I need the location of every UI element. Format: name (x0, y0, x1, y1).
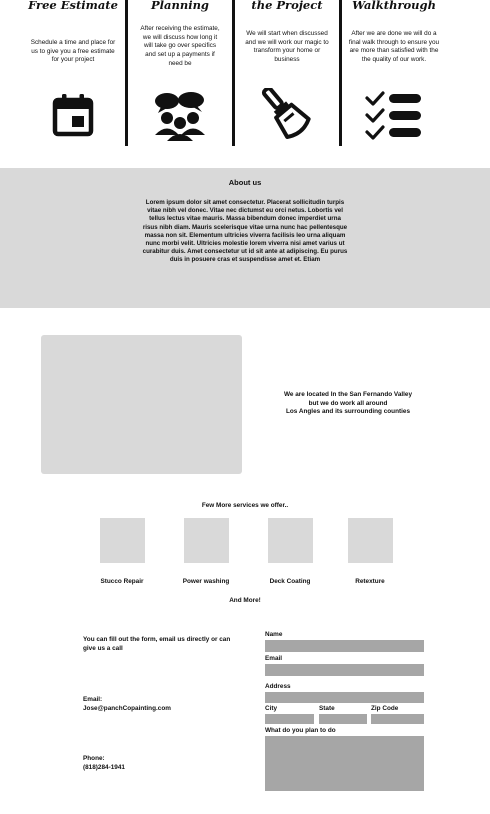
phone-value[interactable]: (818)284-1941 (83, 764, 125, 771)
step-the-project (236, 0, 338, 148)
city-field[interactable] (265, 714, 314, 724)
service-image-retexture (348, 518, 393, 563)
step-walkthrough (343, 0, 445, 148)
paint-brush-icon (257, 88, 317, 146)
process-steps (22, 0, 458, 148)
contact-intro: You can fill out the form, email us directly or can give us a call (83, 636, 231, 652)
location-text (262, 391, 434, 417)
phone-label: Phone: (83, 755, 105, 762)
location-line-2: but we do work all around (308, 399, 388, 407)
email-label: Email: (83, 696, 103, 703)
plan-textarea[interactable] (265, 736, 424, 791)
state-field[interactable] (319, 714, 367, 724)
step-title: Free Estimate (28, 0, 118, 12)
name-field[interactable] (265, 640, 424, 652)
calendar-icon (49, 91, 97, 143)
service-image-power-washing (184, 518, 229, 563)
services-heading: Few More services we offer.. (201, 502, 289, 509)
step-divider (339, 0, 342, 146)
step-description: Schedule a time and place for us to give you a free estimate for your project (30, 39, 116, 64)
about-title: About us (228, 178, 262, 187)
step-description: After we are done we will do a final walk through to ensure you are more than satisfied with the the quality of our work. (348, 30, 440, 64)
email-field-label: Email (265, 655, 283, 662)
step-divider (125, 0, 128, 146)
name-label: Name (265, 631, 283, 638)
service-label: Stucco Repair (100, 578, 144, 585)
service-label: Power washing (182, 578, 230, 585)
zip-code-field[interactable] (371, 714, 424, 724)
address-label: Address (265, 683, 291, 690)
service-image-deck-coating (268, 518, 313, 563)
step-description: We will start when discussed and we will work our magic to transform your home or business (245, 30, 329, 64)
address-field[interactable] (265, 692, 424, 703)
step-description: After receiving the estimate, we will discuss how long it will take go over specifics and set up a payments if need be (140, 25, 220, 67)
state-label: State (319, 705, 335, 712)
about-section (0, 168, 490, 308)
step-title: Walkthrough (352, 0, 436, 12)
about-body: Lorem ipsum dolor sit amet consectetur. Placerat sollicitudin turpis vitae nibh vel donec. Vitae nec dictumst eu orci netus. Lobortis vel tellus lectus vitae mauris. Massa bibendum donec imperdiet urna risus nibh diam. Mauris scelerisque vitae urna nunc hac pellentesque massa non sit. Elementum ultricies viverra facilisis leo urna aliquam nunc morbi velit. Ultricies molestie lorem viverra nisi amet varius ut curabitur duis. Amet consectetur ut id sit ante at adipiscing. Eu purus duis in posuere cras et suspendisse amet et. Etiam (142, 199, 348, 264)
step-title: Planning (151, 0, 209, 12)
email-field[interactable] (265, 664, 424, 676)
plan-label: What do you plan to do (265, 727, 336, 734)
step-planning (129, 0, 231, 148)
checklist-icon (365, 89, 423, 145)
and-more-text: And More! (229, 597, 261, 604)
city-label: City (265, 705, 278, 712)
service-label: Retexture (355, 578, 385, 585)
zip-code-label: Zip Code (371, 705, 399, 712)
location-line-3: Los Angles and its surrounding counties (285, 408, 411, 416)
people-chat-icon (151, 91, 209, 145)
service-label: Deck Coating (269, 578, 311, 585)
service-image-stucco (100, 518, 145, 563)
step-free-estimate (22, 0, 124, 148)
step-title: the Project (251, 0, 323, 12)
step-divider (232, 0, 235, 146)
location-image-placeholder (41, 335, 242, 474)
email-value[interactable]: Jose@panchCopainting.com (83, 705, 171, 712)
location-line-1: We are located In the San Fernando Valley (283, 391, 413, 398)
